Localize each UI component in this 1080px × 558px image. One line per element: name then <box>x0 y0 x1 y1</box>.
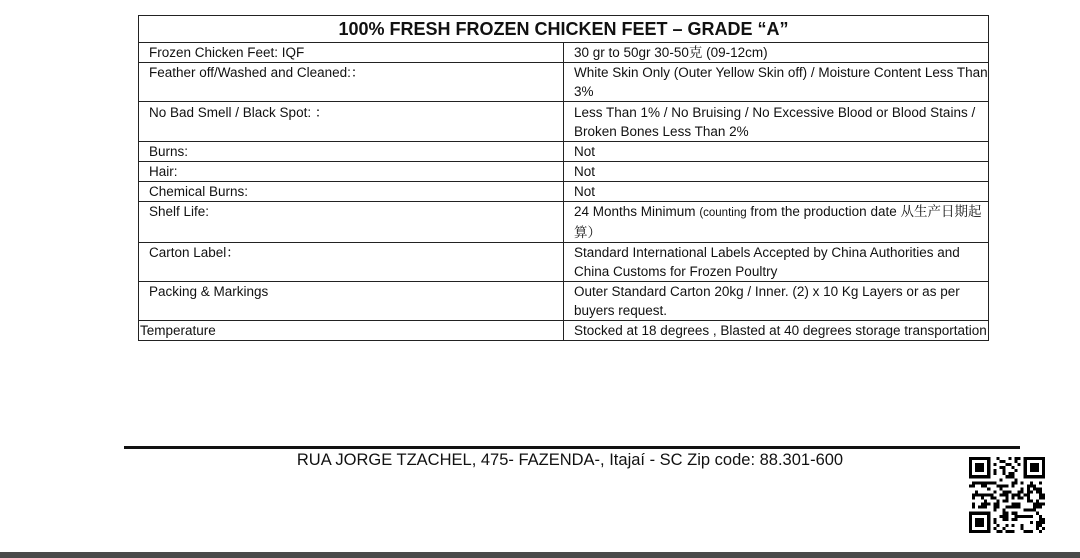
footer-divider <box>124 446 1020 449</box>
row-label: Hair: <box>139 162 564 182</box>
row-label: Temperature <box>139 321 564 341</box>
table-row <box>139 142 989 162</box>
row-label: Chemical Burns: <box>139 182 564 202</box>
table-row <box>139 321 989 341</box>
spec-table <box>138 15 989 341</box>
row-label: Burns: <box>139 142 564 162</box>
row-value: Not <box>564 182 989 202</box>
row-value: 30 gr to 50gr 30-50克 (09-12cm) <box>564 43 989 63</box>
row-value <box>564 202 989 243</box>
table-row <box>139 182 989 202</box>
title-row <box>139 16 989 43</box>
table-row <box>139 43 989 63</box>
row-value: Stocked at 18 degrees , Blasted at 40 degrees storage transportation <box>564 321 989 341</box>
row-label: Carton Label： <box>139 243 564 282</box>
table-row <box>139 63 989 102</box>
row-value: Standard International Labels Accepted by China Authorities and China Customs for Frozen Poultry <box>564 243 989 282</box>
row-label: No Bad Smell / Black Spot: ： <box>139 102 564 142</box>
table-row <box>139 162 989 182</box>
row-label: Shelf Life: <box>139 202 564 243</box>
bottom-border <box>0 552 1080 558</box>
row-value: Not <box>564 162 989 182</box>
qr-code-icon <box>967 457 1047 533</box>
table-row <box>139 102 989 142</box>
shelf-life-value: 24 Months Minimum <box>574 204 696 219</box>
row-value: White Skin Only (Outer Yellow Skin off) / Moisture Content Less Than 3% <box>564 63 989 102</box>
shelf-life-note: (counting <box>699 207 747 219</box>
row-label: Feather off/Washed and Cleaned:： <box>139 63 564 102</box>
row-label: Packing & Markings <box>139 282 564 321</box>
row-value: Outer Standard Carton 20kg / Inner. (2) x 10 Kg Layers or as per buyers request. <box>564 282 989 321</box>
table-row <box>139 202 989 243</box>
footer-address: RUA JORGE TZACHEL, 475- FAZENDA-, Itajaí - SC Zip code: 88.301-600 <box>296 451 844 469</box>
table-row <box>139 282 989 321</box>
row-value: Less Than 1% / No Bruising / No Excessive Blood or Blood Stains / Broken Bones Less Than 2% <box>564 102 989 142</box>
row-value: Not <box>564 142 989 162</box>
row-label: Frozen Chicken Feet: IQF <box>139 43 564 63</box>
table-row <box>139 243 989 282</box>
shelf-life-tail: from the production date 从生产日期起算） <box>574 204 982 240</box>
page-title: 100% FRESH FROZEN CHICKEN FEET – GRADE “A” <box>139 16 989 43</box>
